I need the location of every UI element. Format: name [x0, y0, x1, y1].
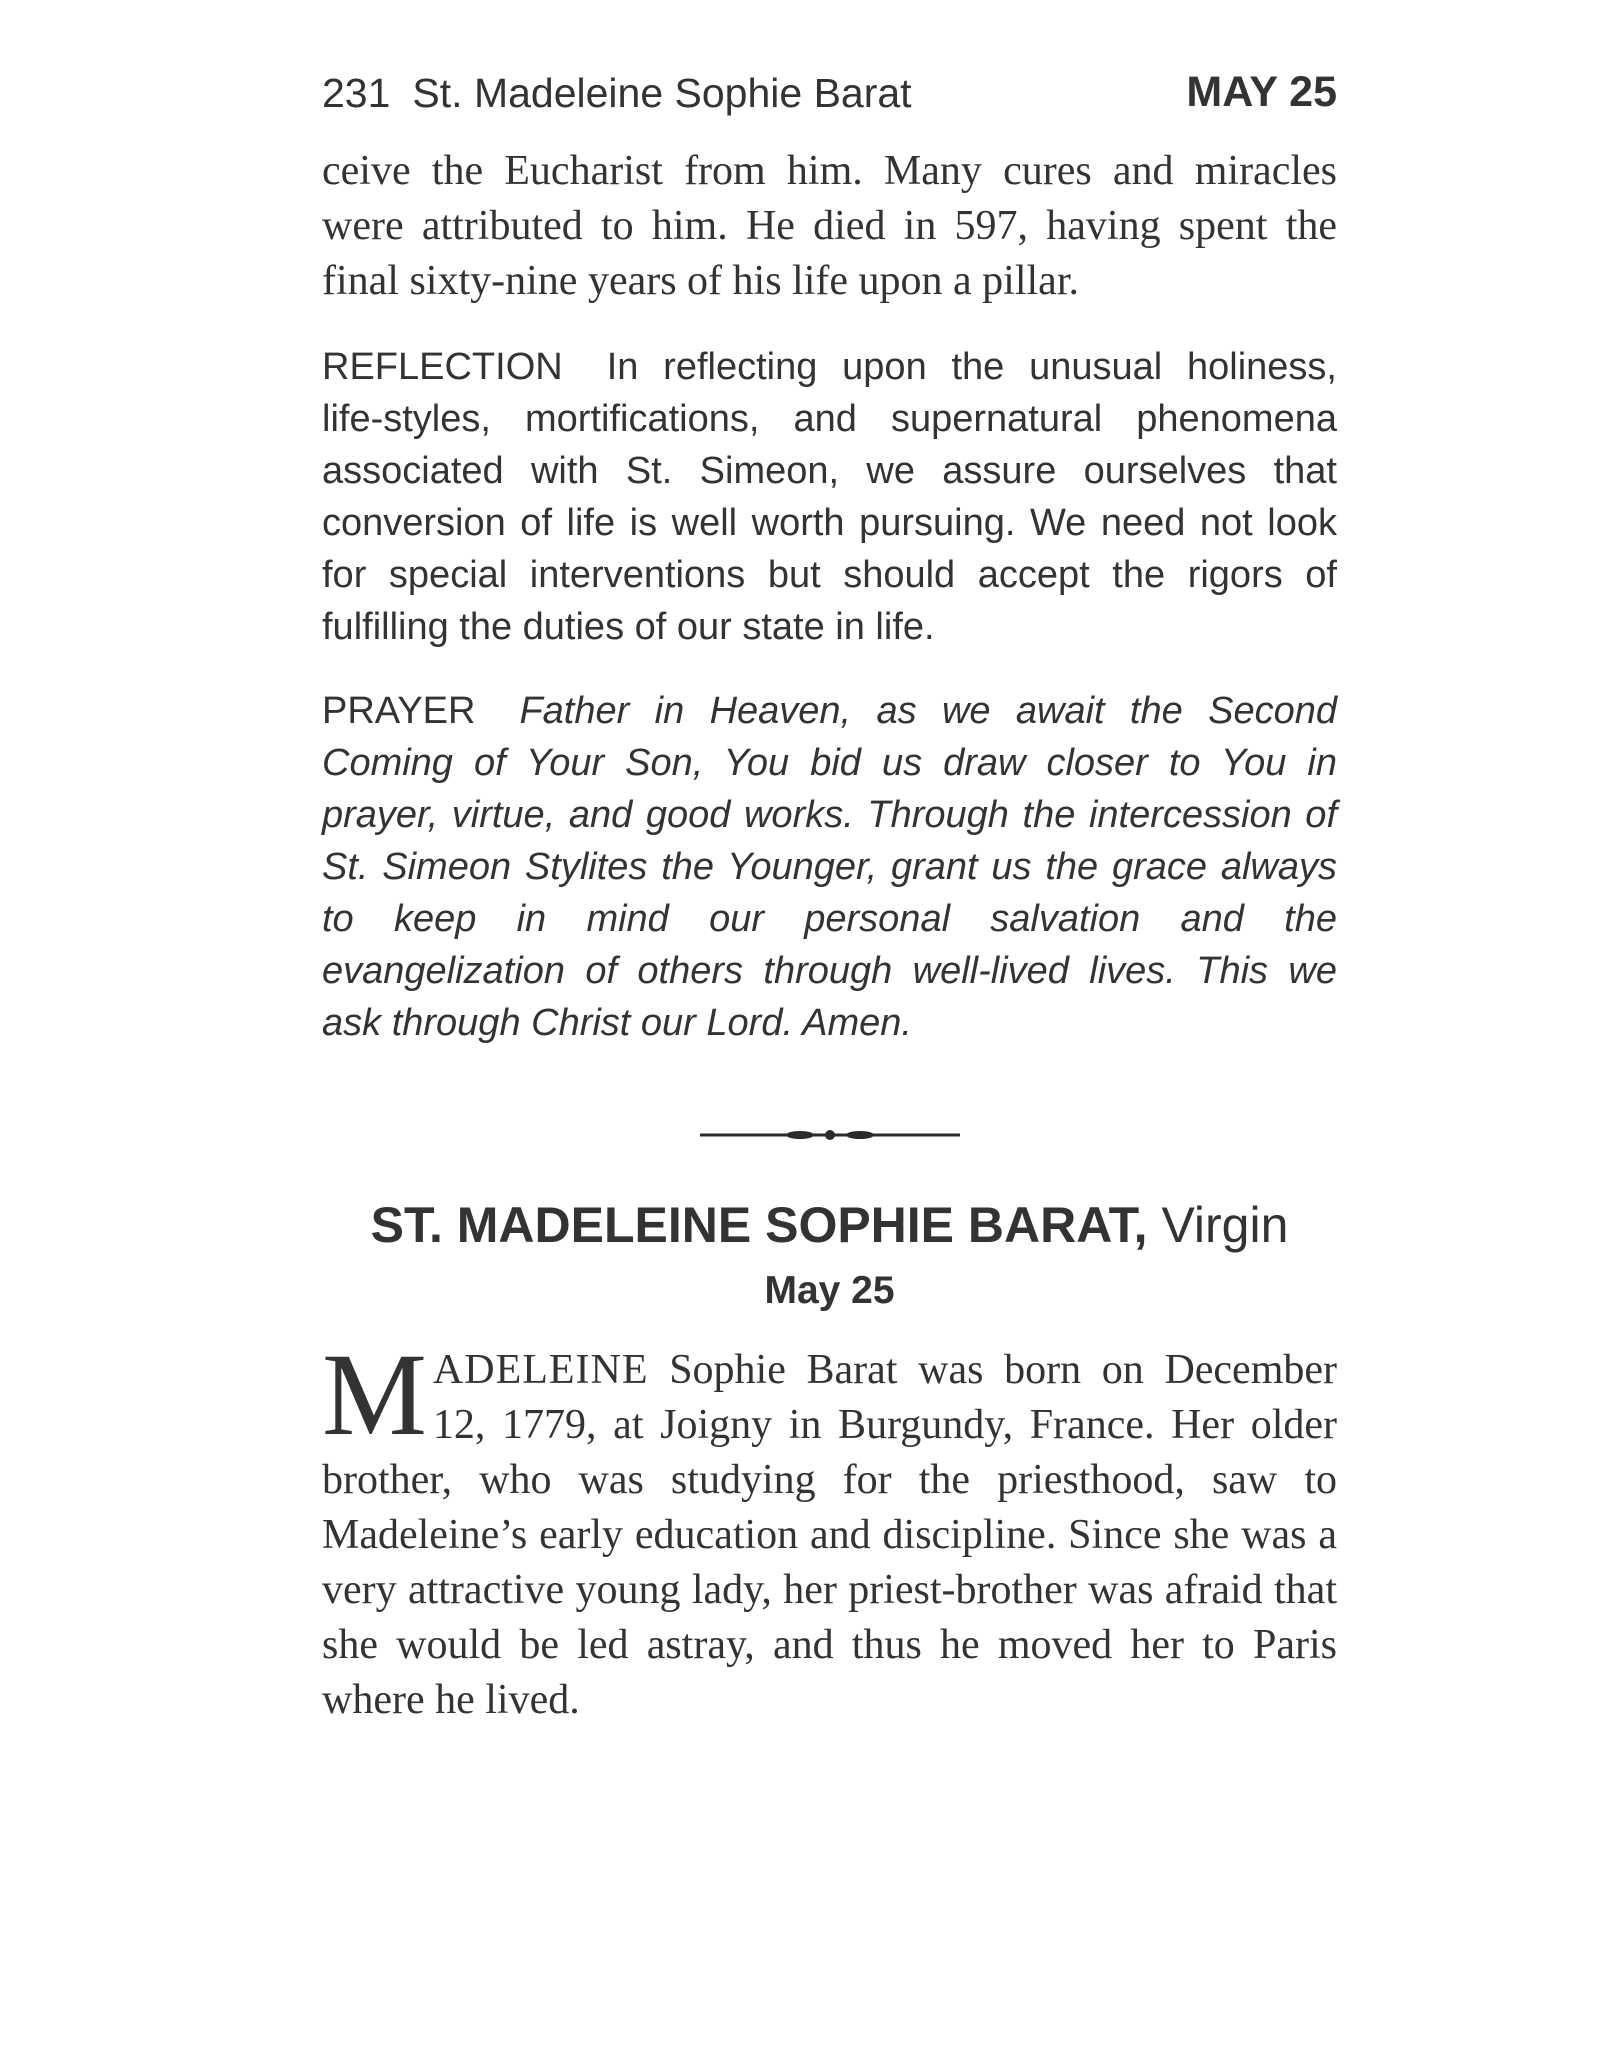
- page-number: 231: [322, 70, 391, 116]
- feast-date: May 25: [764, 1269, 895, 1312]
- saint-heading: [322, 1195, 1337, 1255]
- prayer-text: Father in Heaven, as we await the Second Coming of Your Son, You bid us draw closer to You in prayer, virtue, and good works. Through the intercession of St. Simeon Stylites the Younger, grant us the grace always to keep in mind our personal salvation and the evangelization of others through well-lived lives. This we ask through Christ our Lord. Amen.: [322, 690, 1337, 1044]
- drop-cap: M: [322, 1329, 427, 1460]
- biography-paragraph: [322, 1329, 1337, 1728]
- biography-lead: ADELEINE: [432, 1347, 649, 1393]
- saint-title-suffix: Virgin: [1161, 1197, 1289, 1253]
- prayer-label: PRAYER: [322, 690, 476, 732]
- section-divider-ornament: [322, 1125, 1337, 1145]
- running-head: [322, 60, 1337, 130]
- reflection-label: REFLECTION: [322, 346, 563, 388]
- prayer-paragraph: [322, 685, 1337, 1049]
- flourish-divider-icon: [700, 1125, 960, 1145]
- saint-name: ST. MADELEINE SOPHIE BARAT,: [370, 1197, 1148, 1253]
- continuation-paragraph: ceive the Eucharist from him. Many cures and miracles were attributed to him. He died in 597, having spent the final sixty-nine years of his life upon a pillar.: [322, 148, 1337, 304]
- reflection-paragraph: [322, 341, 1337, 653]
- running-title: St. Madeleine Sophie Barat: [412, 70, 912, 116]
- running-head-left: [322, 70, 912, 117]
- book-page: [322, 60, 1337, 1728]
- running-head-date: MAY 25: [1186, 68, 1337, 116]
- biography-text: Sophie Barat was born on December 12, 1779, at Joigny in Burgundy, France. Her older brother, who was studying for the priesthood, saw to Madeleine’s early education and discipline. Since she was a very attractive young lady, her priest-brother was afraid that she would be led astray, and thus he moved her to Paris where he lived.: [322, 1347, 1337, 1723]
- reflection-text: In reflecting upon the unusual holiness, life-styles, mortifications, and supernatural phenomena associated with St. Simeon, we assure ourselves that conversion of life is well worth pursuing. We need not look for special interventions but should accept the rigors of fulfilling the duties of our state in life.: [322, 346, 1337, 648]
